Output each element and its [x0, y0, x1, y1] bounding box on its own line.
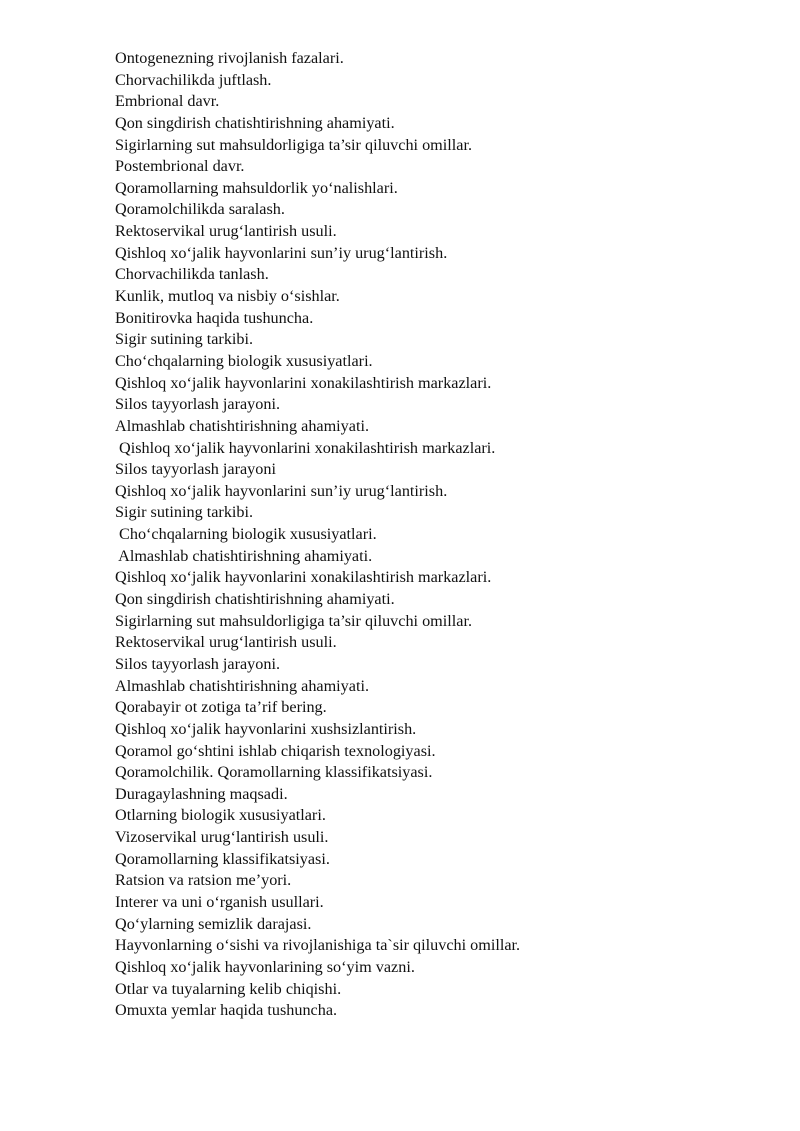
text-line: Qishloq xo‘jalik hayvonlarini sun’iy urug‘lantirish.	[115, 243, 448, 262]
text-line: Qoramolchilik. Qoramollarning klassifikatsiyasi.	[115, 763, 433, 782]
text-line: Cho‘chqalarning biologik xususiyatlari.	[115, 351, 373, 370]
text-line: Silos tayyorlash jarayoni.	[115, 395, 280, 414]
text-line: Chorvachilikda tanlash.	[115, 265, 269, 284]
text-line: Cho‘chqalarning biologik xususiyatlari.	[115, 525, 377, 544]
text-line: Omuxta yemlar haqida tushuncha.	[115, 1001, 338, 1020]
text-line: Qon singdirish chatishtirishning ahamiyati.	[115, 590, 395, 609]
text-line: Rektoservikal urug‘lantirish usuli.	[115, 633, 337, 652]
text-line: Duragaylashning maqsadi.	[115, 784, 288, 803]
text-line: Ratsion va ratsion me’yori.	[115, 871, 292, 890]
text-line: Otlarning biologik xususiyatlari.	[115, 806, 326, 825]
text-line: Almashlab chatishtirishning ahamiyati.	[115, 416, 370, 435]
text-line: Interer va uni o‘rganish usullari.	[115, 892, 324, 911]
text-line: Ontogenezning rivojlanish fazalari.	[115, 49, 344, 67]
text-line: Qoramol go‘shtini ishlab chiqarish texnologiyasi.	[115, 741, 436, 760]
text-line: Chorvachilikda juftlash.	[115, 70, 272, 89]
text-line: Qishloq xo‘jalik hayvonlarini xonakilashtirish markazlari.	[115, 373, 492, 392]
text-line: Silos tayyorlash jarayoni.	[115, 654, 280, 673]
text-line: Qon singdirish chatishtirishning ahamiyati.	[115, 113, 395, 132]
text-line: Sigir sutining tarkibi.	[115, 503, 254, 522]
text-line: Almashlab chatishtirishning ahamiyati.	[115, 546, 373, 565]
text-line: Sigir sutining tarkibi.	[115, 330, 254, 349]
text-line: Qishloq xo‘jalik hayvonlarini xonakilashtirish markazlari.	[115, 438, 496, 457]
text-line: Otlar va tuyalarning kelib chiqishi.	[115, 979, 342, 998]
text-line: Hayvonlarning o‘sishi va rivojlanishiga ta`sir qiluvchi omillar.	[115, 936, 521, 955]
text-line: Qishloq xo‘jalik hayvonlarini xonakilashtirish markazlari.	[115, 568, 492, 587]
text-line: Postembrional davr.	[115, 157, 245, 176]
text-line: Qorabayir ot zotiga ta’rif bering.	[115, 698, 327, 717]
text-line: Embrional davr.	[115, 92, 220, 111]
text-line: Qoramollarning klassifikatsiyasi.	[115, 849, 330, 868]
question-list	[115, 48, 775, 1022]
text-line: Qoramolchilikda saralash.	[115, 200, 285, 219]
text-line: Sigirlarning sut mahsuldorligiga ta’sir qiluvchi omillar.	[115, 135, 472, 154]
text-line: Kunlik, mutloq va nisbiy o‘sishlar.	[115, 287, 340, 306]
text-line: Rektoservikal urug‘lantirish usuli.	[115, 222, 337, 241]
text-line: Sigirlarning sut mahsuldorligiga ta’sir qiluvchi omillar.	[115, 611, 472, 630]
text-line: Silos tayyorlash jarayoni	[115, 460, 276, 479]
text-line: Qo‘ylarning semizlik darajasi.	[115, 914, 312, 933]
text-line: Bonitirovka haqida tushuncha.	[115, 308, 314, 327]
text-line: Almashlab chatishtirishning ahamiyati.	[115, 676, 370, 695]
text-line: Vizoservikal urug‘lantirish usuli.	[115, 828, 329, 847]
text-line: Qishloq xo‘jalik hayvonlarini sun’iy urug‘lantirish.	[115, 481, 448, 500]
text-line: Qishloq xo‘jalik hayvonlarini xushsizlantirish.	[115, 719, 417, 738]
text-line: Qishloq xo‘jalik hayvonlarining so‘yim vazni.	[115, 957, 415, 976]
text-line: Qoramollarning mahsuldorlik yo‘nalishlari.	[115, 178, 398, 197]
